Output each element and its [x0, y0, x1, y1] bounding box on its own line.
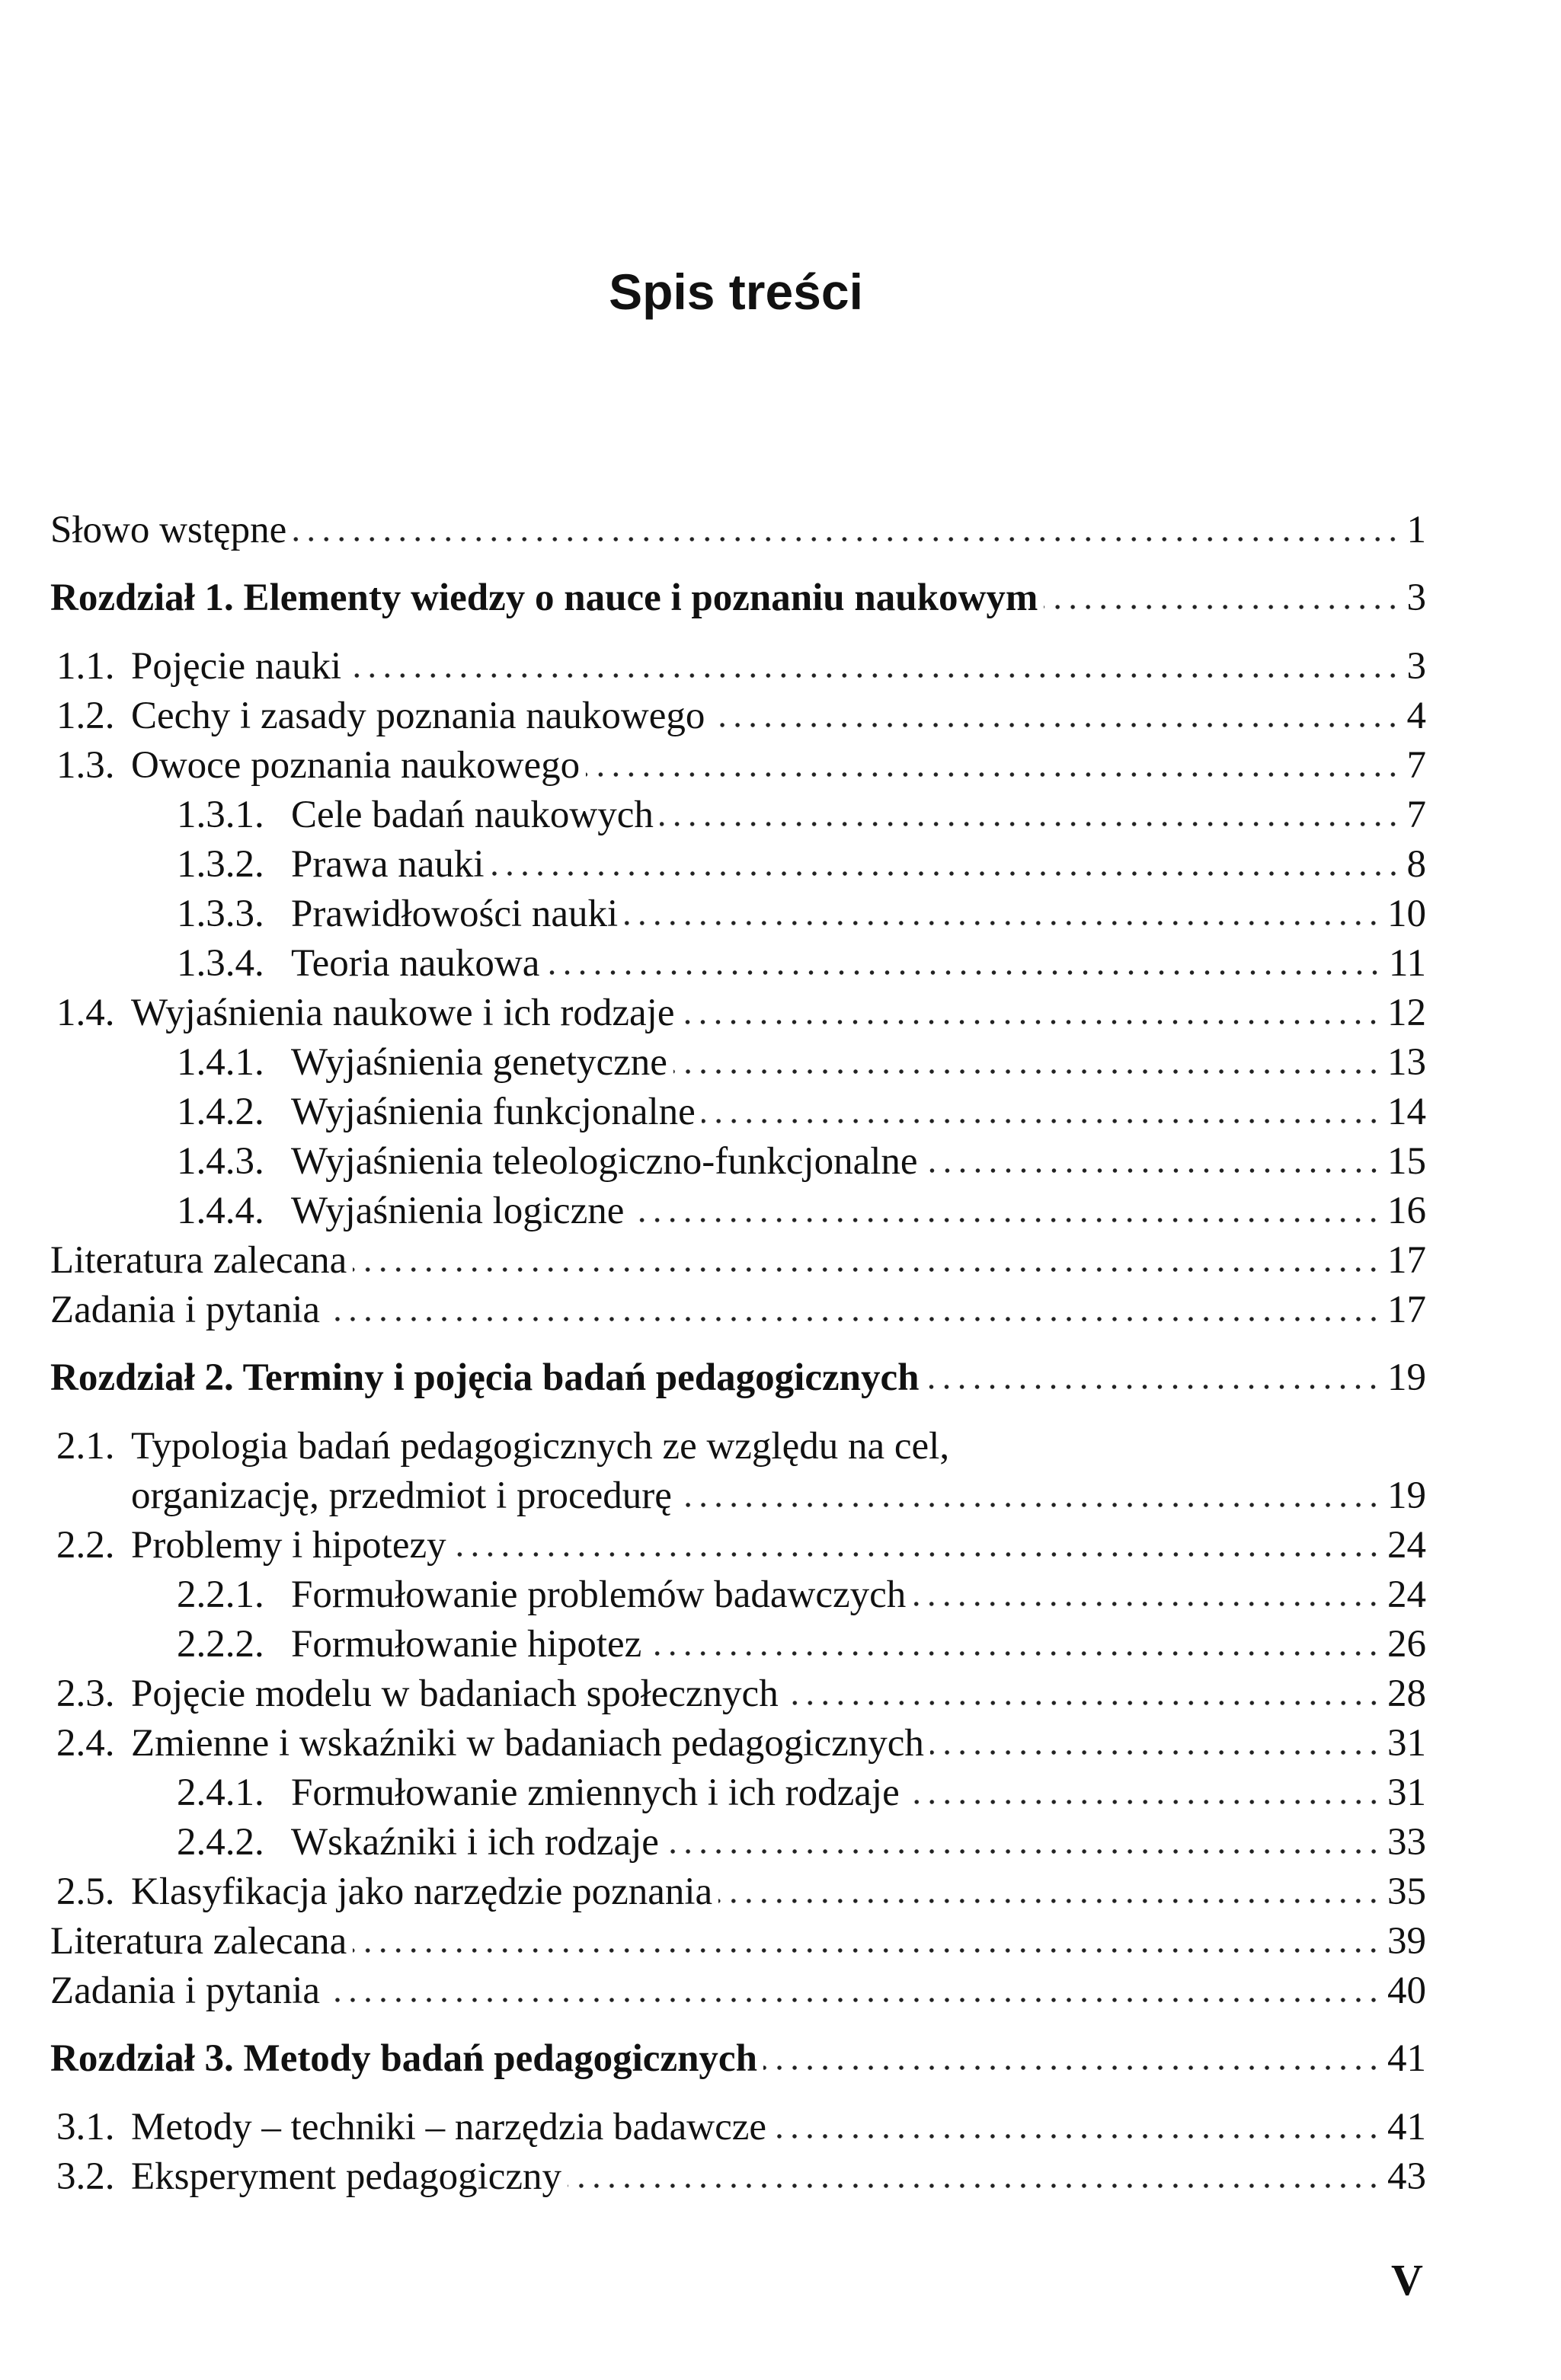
toc-entry-number: 1.2. — [56, 695, 115, 737]
dot-leader — [702, 1118, 1381, 1124]
toc-entry-line — [131, 2103, 1426, 2152]
toc-entry-number: 1.1. — [56, 645, 115, 688]
toc-entry-number: 2.2.2. — [177, 1623, 264, 1666]
toc-page-number: 13 — [1387, 1041, 1426, 1084]
toc-page-number: 7 — [1406, 744, 1426, 787]
toc-entry[interactable] — [50, 1570, 1426, 1620]
toc-entry-body — [131, 989, 1426, 1038]
toc-entry-number: 2.3. — [56, 1672, 115, 1715]
toc-entry[interactable] — [50, 1867, 1426, 1917]
toc-entry-line — [291, 1620, 1426, 1669]
dot-leader — [906, 1799, 1381, 1805]
toc-entry-number: 3.1. — [56, 2106, 115, 2148]
toc-entry-line — [50, 1236, 1426, 1286]
toc-chapter[interactable] — [50, 2034, 1426, 2084]
toc-entry[interactable] — [50, 506, 1426, 555]
page-title: Spis treści — [609, 264, 863, 320]
toc-page-number: 31 — [1387, 1722, 1426, 1765]
toc-entry-title: Cele badań naukowych — [291, 794, 654, 836]
toc-entry-line — [50, 1917, 1426, 1966]
toc-entry-body — [50, 2034, 1426, 2084]
toc-page-number: 10 — [1387, 893, 1426, 935]
toc-entry-body — [131, 642, 1426, 692]
toc-entry-body — [50, 1917, 1426, 1966]
toc-page-number: 24 — [1387, 1573, 1426, 1616]
toc-entry[interactable] — [50, 642, 1426, 692]
toc-page-number: 12 — [1387, 992, 1426, 1034]
toc-entry-title: Formułowanie problemów badawczych — [291, 1573, 907, 1616]
toc-entry-title: Pojęcie nauki — [131, 645, 342, 688]
dot-leader — [660, 821, 1401, 827]
toc-entry-line — [131, 989, 1426, 1038]
dot-leader — [293, 536, 1400, 542]
toc-entry-body — [291, 890, 1426, 939]
toc-page-number: 28 — [1387, 1672, 1426, 1715]
toc-entry-body — [131, 1719, 1426, 1768]
toc-page-number: 8 — [1406, 843, 1426, 886]
dot-leader — [491, 871, 1401, 877]
toc-entry-body — [50, 1353, 1426, 1403]
toc-page-number: 14 — [1387, 1091, 1426, 1133]
toc-entry-number: 1.4. — [56, 992, 115, 1034]
toc-chapter[interactable] — [50, 1353, 1426, 1403]
toc-entry-title: Prawa nauki — [291, 843, 485, 886]
dot-leader — [718, 1898, 1381, 1904]
dot-leader — [353, 1267, 1381, 1273]
toc-entry[interactable] — [50, 1088, 1426, 1137]
toc-entry-body — [131, 1669, 1426, 1719]
toc-page-number: 35 — [1387, 1870, 1426, 1913]
toc-entry[interactable] — [50, 791, 1426, 840]
toc-entry-body — [291, 1137, 1426, 1187]
toc-entry-body — [50, 1236, 1426, 1286]
toc-entry-body — [50, 1966, 1426, 2016]
toc-entry-line — [291, 1187, 1426, 1236]
toc-entry-body — [291, 1570, 1426, 1620]
toc-entry[interactable] — [50, 1187, 1426, 1236]
toc-entry-line — [50, 1353, 1426, 1403]
toc-entry[interactable] — [50, 1768, 1426, 1818]
toc-entry-body — [50, 506, 1426, 555]
dot-leader — [1044, 604, 1400, 610]
toc-page-number: 7 — [1406, 794, 1426, 836]
toc-entry[interactable] — [50, 692, 1426, 741]
dot-leader — [673, 1069, 1381, 1075]
dot-leader — [678, 1502, 1381, 1508]
toc-entry-body — [131, 1521, 1426, 1570]
toc-entry-title: Rozdział 3. Metody badań pedagogicznych — [50, 2037, 757, 2080]
dot-leader — [648, 1650, 1381, 1656]
toc-entry-number: 1.4.3. — [177, 1140, 264, 1183]
toc-entry[interactable] — [50, 2152, 1426, 2202]
toc-entry-body — [291, 791, 1426, 840]
toc-entry-title: Literatura zalecana — [50, 1239, 347, 1282]
toc-entry-number: 1.3.2. — [177, 843, 264, 886]
toc-entry-line — [291, 840, 1426, 890]
toc-entry-title: Wyjaśnienia logiczne — [291, 1190, 625, 1232]
toc-entry-title: Klasyfikacja jako narzędzie poznania — [131, 1870, 713, 1913]
toc-entry-title: Słowo wstępne — [50, 509, 287, 551]
toc-entry-line — [291, 791, 1426, 840]
dot-leader — [326, 1316, 1381, 1322]
dot-leader — [912, 1601, 1381, 1607]
dot-leader — [545, 970, 1383, 976]
toc-entry-line — [291, 1768, 1426, 1818]
toc-entry-title: Metody – techniki – narzędzia badawcze — [131, 2106, 767, 2148]
toc-entry-title-line: Typologia badań pedagogicznych ze względu na cel, — [131, 1425, 950, 1468]
toc-entry[interactable] — [50, 1719, 1426, 1768]
toc-entry-title: Zadania i pytania — [50, 1969, 321, 2012]
toc-entry[interactable] — [50, 989, 1426, 1038]
toc-entry-title: Wskaźniki i ich rodzaje — [291, 1821, 659, 1864]
toc-entry-body — [131, 692, 1426, 741]
toc-page-number: 26 — [1387, 1623, 1426, 1666]
toc-entry-line — [131, 741, 1426, 791]
toc-entry[interactable] — [50, 1038, 1426, 1088]
toc-entry[interactable] — [50, 1286, 1426, 1335]
toc-entry-number: 2.4.2. — [177, 1821, 264, 1864]
toc-entry-title: Formułowanie hipotez — [291, 1623, 642, 1666]
toc-entry-title: Wyjaśnienia funkcjonalne — [291, 1091, 696, 1133]
toc-entry-line — [291, 1038, 1426, 1088]
toc-entry-body — [291, 1620, 1426, 1669]
table-of-contents — [50, 506, 1426, 2202]
toc-page-number: 33 — [1387, 1821, 1426, 1864]
dot-leader — [680, 1019, 1381, 1025]
toc-page-number: 17 — [1387, 1239, 1426, 1282]
toc-entry-title: Wyjaśnienia teleologiczno-funkcjonalne — [291, 1140, 918, 1183]
toc-page-number: 40 — [1387, 1969, 1426, 2012]
dot-leader — [630, 1217, 1381, 1223]
toc-entry-line — [291, 1570, 1426, 1620]
toc-entry-number: 2.1. — [56, 1425, 115, 1468]
toc-entry-number: 1.3. — [56, 744, 115, 787]
toc-entry[interactable] — [50, 2103, 1426, 2152]
toc-entry-number: 2.4. — [56, 1722, 115, 1765]
dot-leader — [711, 722, 1400, 728]
toc-page-number: 43 — [1387, 2155, 1426, 2198]
toc-entry-line — [50, 506, 1426, 555]
toc-entry-title: organizację, przedmiot i procedurę — [131, 1474, 672, 1517]
toc-entry-number: 1.3.3. — [177, 893, 264, 935]
toc-entry-line — [131, 1867, 1426, 1917]
toc-entry-number: 2.2.1. — [177, 1573, 264, 1616]
toc-entry-body — [50, 573, 1426, 623]
toc-chapter[interactable] — [50, 573, 1426, 623]
toc-entry-line — [131, 692, 1426, 741]
toc-entry-title: Rozdział 1. Elementy wiedzy o nauce i poznaniu naukowym — [50, 577, 1038, 619]
toc-entry[interactable] — [50, 1422, 1426, 1521]
dot-leader — [665, 1848, 1381, 1854]
toc-page-number: 31 — [1387, 1771, 1426, 1814]
toc-entry-line — [291, 939, 1426, 989]
toc-page-number: 39 — [1387, 1920, 1426, 1963]
toc-entry-body — [50, 1286, 1426, 1335]
toc-entry[interactable] — [50, 1966, 1426, 2016]
toc-entry-body — [131, 1867, 1426, 1917]
toc-page-number: 19 — [1387, 1474, 1426, 1517]
toc-entry-number: 3.2. — [56, 2155, 115, 2198]
dot-leader — [924, 1168, 1381, 1174]
toc-page-number: 24 — [1387, 1524, 1426, 1567]
toc-entry-body — [291, 1088, 1426, 1137]
toc-entry-body — [291, 1187, 1426, 1236]
toc-entry-line — [291, 1088, 1426, 1137]
toc-entry-title: Literatura zalecana — [50, 1920, 347, 1963]
toc-entry[interactable] — [50, 1521, 1426, 1570]
toc-entry-number: 2.4.1. — [177, 1771, 264, 1814]
toc-entry-line — [131, 1719, 1426, 1768]
toc-entry-line — [50, 1966, 1426, 2016]
dot-leader — [568, 2183, 1381, 2189]
dot-leader — [347, 672, 1400, 679]
toc-entry-line — [131, 1669, 1426, 1719]
dot-leader — [773, 2133, 1381, 2139]
toc-entry-body — [131, 1422, 1426, 1521]
toc-entry-title: Zadania i pytania — [50, 1289, 321, 1331]
toc-entry[interactable] — [50, 1236, 1426, 1286]
toc-entry-number: 1.4.2. — [177, 1091, 264, 1133]
toc-entry-title: Wyjaśnienia naukowe i ich rodzaje — [131, 992, 675, 1034]
toc-entry[interactable] — [50, 1620, 1426, 1669]
dot-leader — [763, 2065, 1381, 2071]
toc-entry-number: 1.4.1. — [177, 1041, 264, 1084]
toc-page-number: 15 — [1387, 1140, 1426, 1183]
toc-page-number: 19 — [1387, 1356, 1426, 1399]
dot-leader — [453, 1551, 1381, 1557]
toc-page-number: 41 — [1387, 2106, 1426, 2148]
page-number: V — [1391, 2255, 1423, 2305]
toc-entry[interactable] — [50, 1137, 1426, 1187]
toc-entry[interactable] — [50, 1669, 1426, 1719]
toc-page-number: 16 — [1387, 1190, 1426, 1232]
toc-entry-title: Eksperyment pedagogiczny — [131, 2155, 562, 2198]
toc-entry-body — [291, 939, 1426, 989]
toc-entry-number: 2.2. — [56, 1524, 115, 1567]
toc-entry[interactable] — [50, 1818, 1426, 1867]
toc-entry[interactable] — [50, 741, 1426, 791]
toc-entry-line — [50, 1286, 1426, 1335]
toc-entry-title: Problemy i hipotezy — [131, 1524, 446, 1567]
toc-entry-body — [291, 840, 1426, 890]
toc-page-number: 17 — [1387, 1289, 1426, 1331]
toc-entry-title: Prawidłowości nauki — [291, 893, 619, 935]
dot-leader — [930, 1749, 1381, 1755]
toc-entry-line — [131, 1521, 1426, 1570]
dot-leader — [785, 1700, 1381, 1706]
toc-entry-line — [50, 573, 1426, 623]
dot-leader — [326, 1997, 1381, 2003]
toc-entry-line — [50, 2034, 1426, 2084]
toc-entry-body — [291, 1818, 1426, 1867]
toc-entry[interactable] — [50, 1917, 1426, 1966]
toc-entry-title: Wyjaśnienia genetyczne — [291, 1041, 667, 1084]
toc-entry-number: 1.3.4. — [177, 942, 264, 985]
toc-entry-body — [131, 741, 1426, 791]
toc-entry[interactable] — [50, 840, 1426, 890]
toc-entry-number: 1.3.1. — [177, 794, 264, 836]
toc-entry-title: Cechy i zasady poznania naukowego — [131, 695, 705, 737]
toc-page-number: 3 — [1406, 577, 1426, 619]
toc-page-number: 41 — [1387, 2037, 1426, 2080]
toc-page-number: 11 — [1388, 942, 1426, 985]
toc-entry-number: 2.5. — [56, 1870, 115, 1913]
toc-entry-title: Owoce poznania naukowego — [131, 744, 581, 787]
toc-entry-title: Pojęcie modelu w badaniach społecznych — [131, 1672, 779, 1715]
dot-leader — [353, 1947, 1381, 1954]
toc-entry-line — [291, 1818, 1426, 1867]
toc-entry-line — [291, 890, 1426, 939]
toc-entry-title: Teoria naukowa — [291, 942, 540, 985]
toc-entry-line — [131, 1471, 1426, 1521]
dot-leader — [925, 1384, 1381, 1390]
toc-entry-body — [291, 1768, 1426, 1818]
toc-entry-title: Formułowanie zmiennych i ich rodzaje — [291, 1771, 900, 1814]
toc-entry-title: Rozdział 2. Terminy i pojęcia badań pedagogicznych — [50, 1356, 920, 1399]
toc-entry-line — [131, 2152, 1426, 2202]
toc-entry-title: Zmienne i wskaźniki w badaniach pedagogicznych — [131, 1722, 924, 1765]
toc-page-number: 1 — [1406, 509, 1426, 551]
dot-leader — [624, 920, 1381, 926]
toc-entry-number: 1.4.4. — [177, 1190, 264, 1232]
toc-entry-line — [291, 1137, 1426, 1187]
dot-leader — [586, 772, 1400, 778]
toc-entry[interactable] — [50, 939, 1426, 989]
toc-entry-body — [131, 2103, 1426, 2152]
toc-entry-body — [291, 1038, 1426, 1088]
toc-entry-body — [131, 2152, 1426, 2202]
toc-page-number: 3 — [1406, 645, 1426, 688]
toc-entry[interactable] — [50, 890, 1426, 939]
toc-entry-line — [131, 642, 1426, 692]
toc-page-number: 4 — [1406, 695, 1426, 737]
